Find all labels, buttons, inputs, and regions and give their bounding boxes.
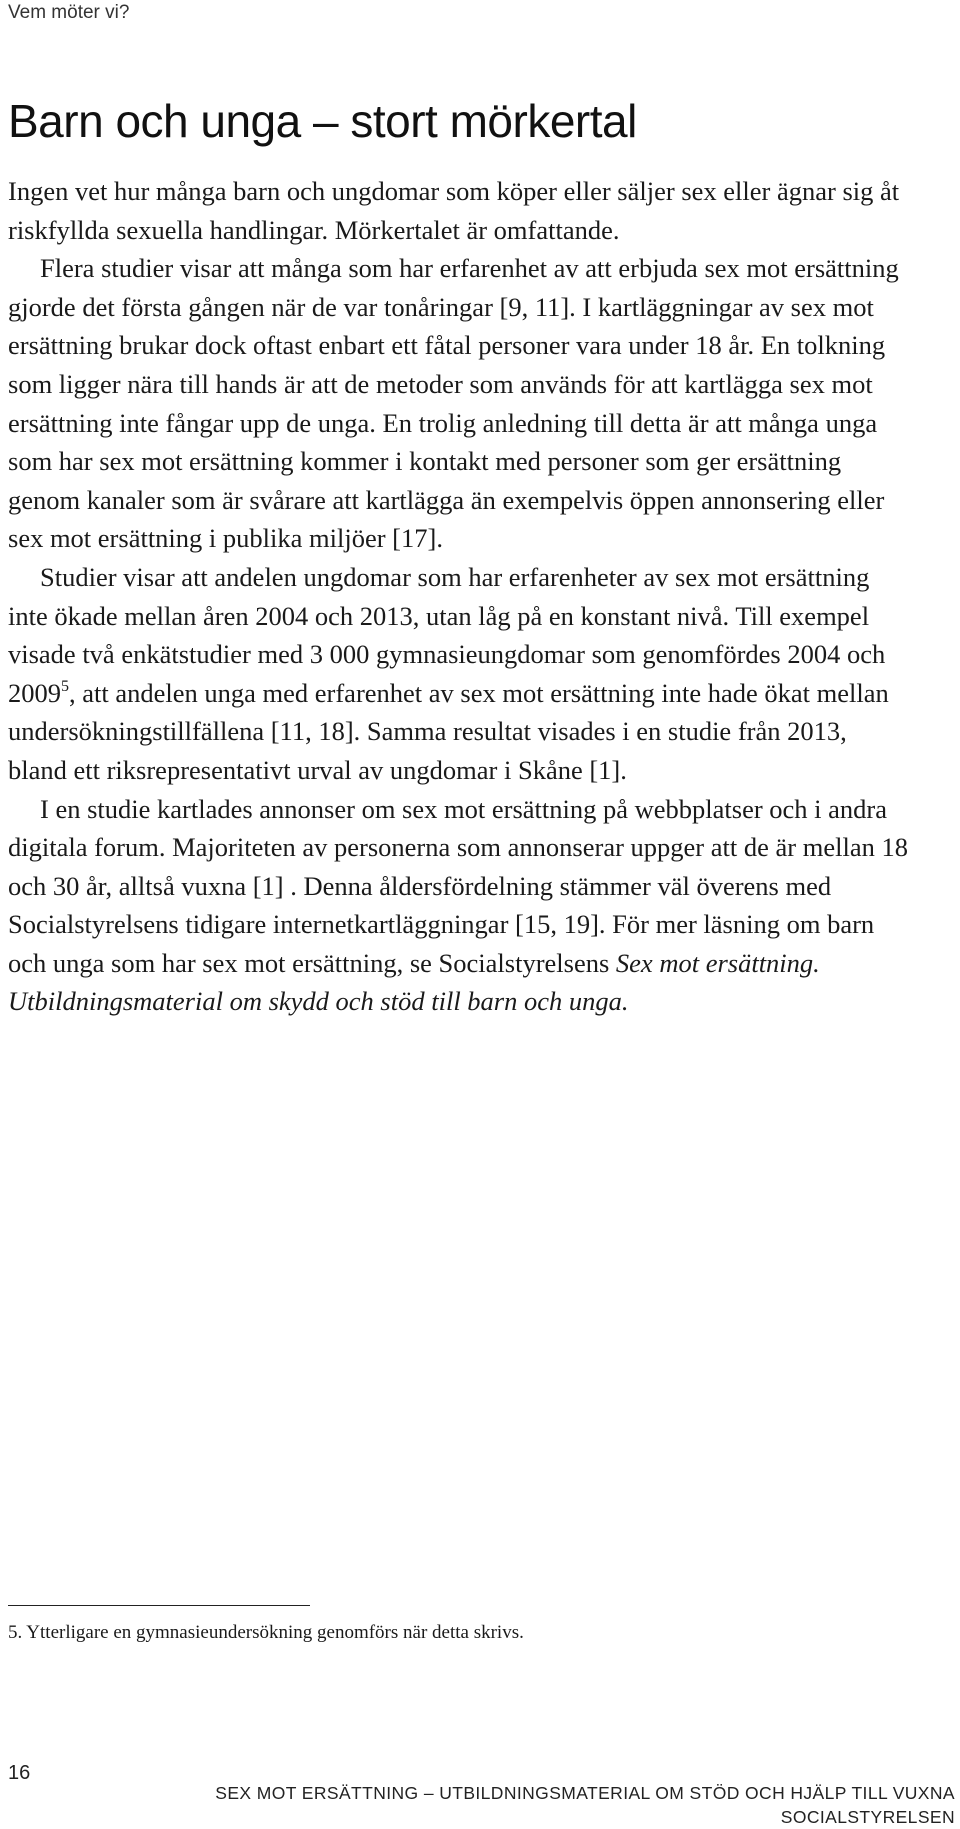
footnote-divider: [8, 1605, 310, 1606]
paragraph-1: Ingen vet hur många barn och ungdomar som köper eller säljer sex eller ägnar sig åt riskfyllda sexuella handlingar. Mörkertalet är omfattande.: [8, 176, 900, 245]
page-number: 16: [8, 1762, 31, 1784]
page-footer: [215, 1781, 955, 1829]
publication-title: Sex mot ersättning. Utbildningsmaterial om skydd och stöd till barn och unga.: [8, 947, 820, 1017]
running-head: Vem möter vi?: [8, 2, 130, 23]
body-text: [8, 172, 908, 1021]
paragraph-4-text: I en studie kartlades annonser om sex mot ersättning på webbplatser och i andra digitala forum. Majoriteten av personerna som annonserar uppger att de är mellan 18 och 30 år, alltså vuxna [1] . Denna åldersfördelning stämmer väl överens med Socialstyrelsens tidigare internetkartläggningar [15, 19]. För mer läsning om barn och unga som har sex mot ersättning, se Socialstyrelsens: [8, 793, 908, 978]
paragraph-4: [8, 790, 908, 1022]
footer-publisher: SOCIALSTYRELSEN: [780, 1807, 955, 1827]
paragraph-3-text-b: , att andelen unga med erfarenhet av sex mot ersättning inte hade ökat mellan undersökningstillfällena [11, 18]. Samma resultat visades i en studie från 2013, bland ett riksrepresentativt urval av ungdomar i Skåne [1].: [8, 677, 889, 785]
footer-publication-title: SEX MOT ERSÄTTNING – UTBILDNINGSMATERIAL OM STÖD OCH HJÄLP TILL VUXNA: [215, 1783, 955, 1803]
footnote: 5. Ytterligare en gymnasieundersökning genomförs när detta skrivs.: [8, 1622, 524, 1643]
paragraph-3-text-a: Studier visar att andelen ungdomar som har erfarenheter av sex mot ersättning inte ökade mellan åren 2004 och 2013, utan låg på en konstant nivå. Till exempel visade två enkätstudier med 3 000 gymnasieungdomar som genomfördes 2004 och 2009: [8, 561, 886, 708]
paragraph-2: Flera studier visar att många som har erfarenhet av att erbjuda sex mot ersättning gjorde det första gången när de var tonåringar [9, 11]. I kartläggningar av sex mot ersättning brukar dock oftast enbart ett fåtal personer vara under 18 år. En tolkning som ligger nära till hands är att de metoder som används för att kartlägga sex mot ersättning inte fångar upp de unga. En trolig anledning till detta är att många unga som har sex mot ersättning kommer i kontakt med personer som ger ersättning genom kanaler som är svårare att kartlägga än exempelvis öppen annonsering eller sex mot ersättning i publika miljöer [17].: [8, 253, 899, 554]
section-title: Barn och unga – stort mörkertal: [8, 95, 637, 147]
footnote-reference: 5: [61, 677, 69, 695]
paragraph-3: [8, 558, 908, 790]
